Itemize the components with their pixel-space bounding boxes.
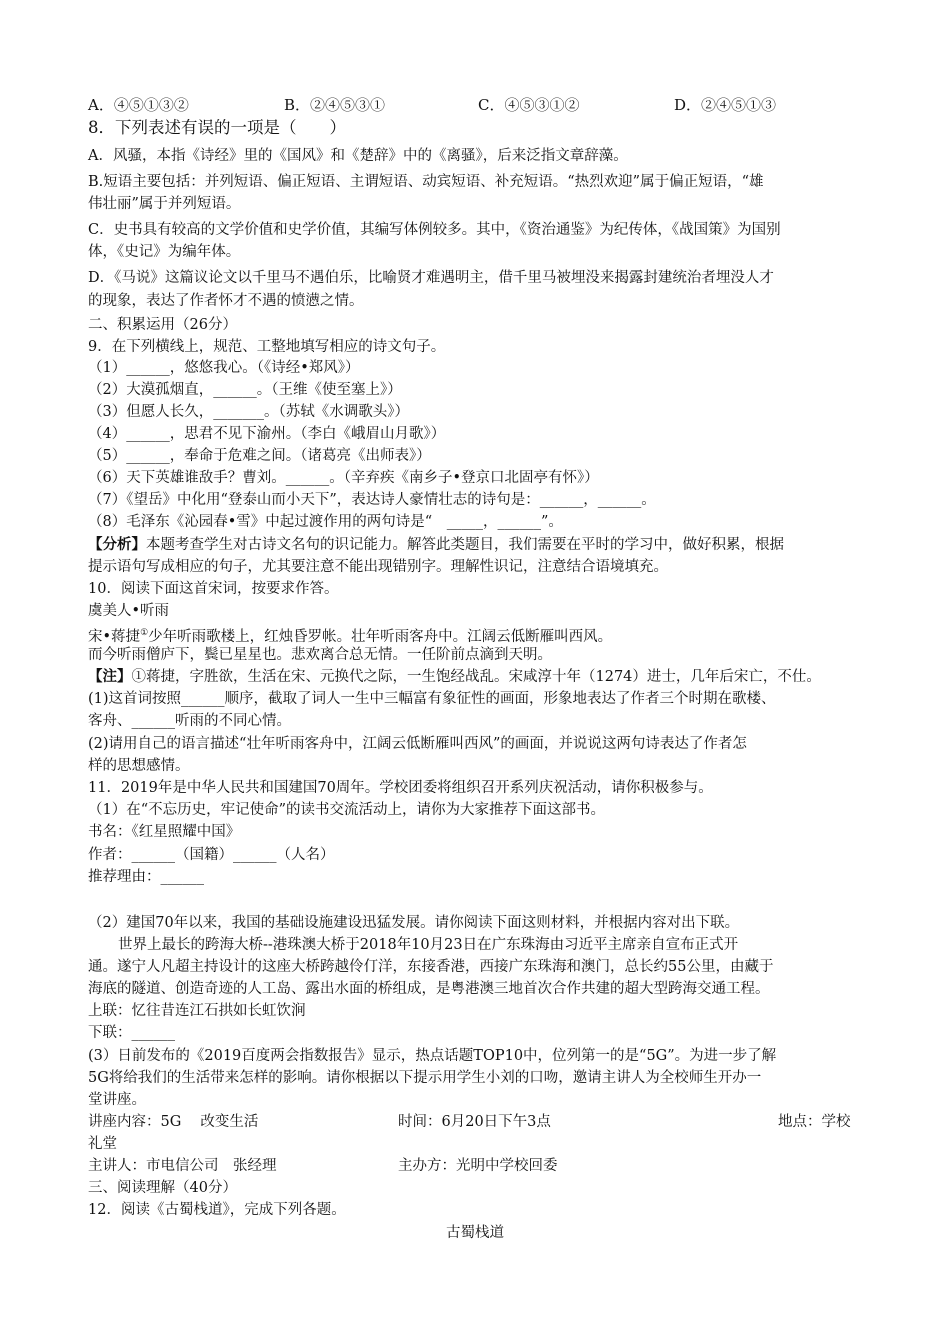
- book-author: 作者：______（国籍）______（人名）: [88, 847, 335, 863]
- lecture-time: 时间：6月20日下午3点: [398, 1114, 551, 1130]
- q9-item-6: （6）天下英雄谁敌手？曹刘。______。（辛弃疾《南乡子•登京口北固亭有怀》）: [88, 470, 599, 486]
- q9-item-3: （3）但愿人长久，_______。（苏轼《水调歌头》）: [88, 404, 409, 420]
- q11-sub3-line1: (3）日前发布的《2019百度两会指数报告》显示，热点话题TOP10中，位列第一的是“5G”。为进一步了解: [88, 1048, 777, 1064]
- analysis-tag: 【分析】: [88, 536, 146, 553]
- lecture-place-cont: 礼堂: [88, 1136, 117, 1152]
- lecture-speaker: 主讲人：市电信公司 张经理: [88, 1158, 277, 1174]
- q9-item-5: （5）______，奉命于危难之间。（诸葛亮《出师表》）: [88, 448, 431, 464]
- q10-sub1-line1: (1)这首词按照______顺序，截取了词人一生中三幅富有象征性的画面，形象地表达了作者三个时期在歌楼、: [88, 691, 776, 707]
- q9-item-4: （4）______，思君不见下渝州。（李白《峨眉山月歌》）: [88, 426, 446, 442]
- note-text: ①蒋捷，字胜欲，生活在宋、元换代之际，一生饱经战乱。宋咸淳十年（1274）进士，几年后宋亡，不仕。: [131, 669, 821, 685]
- section-3-heading: 三、阅读理解（40分）: [88, 1180, 237, 1196]
- q9-item-8: （8）毛泽东《沁园春•雪》中起过渡作用的两句诗是“ _____，______”。: [88, 514, 563, 530]
- option-c: C．④⑤③①②: [478, 96, 580, 114]
- q9-analysis-line1: [88, 535, 784, 555]
- analysis-text: 本题考查学生对古诗文名句的识记能力。解答此类题目，我们需要在平时的学习中，做好积累，根据: [146, 537, 784, 553]
- q8-option-b-line2: 伟壮丽”属于并列短语。: [88, 196, 241, 212]
- question-11-stem: 11．2019年是中华人民共和国建国70周年。学校团委将组织召开系列庆祝活动，请你积极参与。: [88, 780, 713, 796]
- section-2-heading: 二、积累运用（26分）: [88, 317, 237, 333]
- book-name: 书名：《红星照耀中国》: [88, 824, 241, 840]
- option-b: B．②④⑤③①: [284, 96, 386, 114]
- q8-option-a: A．风骚，本指《诗经》里的《国风》和《楚辞》中的《离骚》，后来泛指文章辞藻。: [88, 148, 628, 164]
- q8-option-c-line2: 体，《史记》为编年体。: [88, 244, 241, 260]
- material-line-1: 世界上最长的跨海大桥--港珠澳大桥于2018年10月23日在广东珠海由习近平主席亲自宣布正式开: [118, 937, 739, 953]
- q9-item-1: （1）______，悠悠我心。（《诗经•郑风》）: [88, 360, 360, 376]
- q9-analysis-line2: 提示语句写成相应的句子，尤其要注意不能出现错别字。理解性识记，注意结合语境填充。: [88, 559, 668, 575]
- q9-item-7: （7）《望岳》中化用“登泰山而小天下”，表达诗人豪情壮志的诗句是：______，______。: [88, 492, 656, 508]
- q10-sub2-line2: 样的思想感情。: [88, 758, 190, 774]
- q8-option-c-line1: C．史书具有较高的文学价值和史学价值，其编写体例较多。其中，《资治通鉴》为纪传体，《战国策》为国别: [88, 222, 781, 238]
- question-8-stem: 8．下列表述有误的一项是（ ）: [88, 118, 346, 137]
- q10-sub1-line2: 客舟、______听雨的不同心情。: [88, 713, 291, 729]
- lecture-content: 讲座内容：5G 改变生活: [88, 1114, 259, 1130]
- couplet-lower: 下联：______: [88, 1025, 175, 1041]
- q8-option-b-line1: B.短语主要包括：并列短语、偏正短语、主谓短语、动宾短语、补充短语。“热烈欢迎”属于偏正短语，“雄: [88, 174, 764, 190]
- q11-sub2: （2）建国70年以来，我国的基础设施建设迅猛发展。请你阅读下面这则材料，并根据内容对出下联。: [88, 915, 740, 931]
- lecture-place: 地点：学校: [778, 1114, 851, 1130]
- material-line-2: 通。遂宁人凡超主持设计的这座大桥跨越伶仃洋，东接香港，西接广东珠海和澳门，总长约55公里，由藏于: [88, 959, 774, 975]
- q8-option-d-line2: 的现象，表达了作者怀才不遇的愤懑之情。: [88, 293, 364, 309]
- poem-note: [88, 667, 821, 687]
- footnote-mark: ①: [140, 628, 149, 638]
- q9-item-2: （2）大漠孤烟直，______。（王维《使至塞上》）: [88, 382, 402, 398]
- question-12-stem: 12．阅读《古蜀栈道》，完成下列各题。: [88, 1202, 346, 1218]
- note-tag: 【注】: [88, 668, 132, 685]
- question-10-stem: 10．阅读下面这首宋词，按要求作答。: [88, 581, 339, 597]
- question-9-stem: 9．在下列横线上，规范、工整地填写相应的诗文句子。: [88, 339, 446, 355]
- q11-sub3-line2: 5G将给我们的生活带来怎样的影响。请你根据以下提示用学生小刘的口吻，邀请主讲人为全校师生开办一: [88, 1070, 762, 1086]
- poem-line-1: [88, 623, 612, 647]
- option-a: A．④⑤①③②: [88, 96, 189, 114]
- q8-option-d-line1: D．《马说》这篇议论文以千里马不遇伯乐，比喻贤才难遇明主，借千里马被埋没来揭露封建统治者埋没人才: [88, 270, 774, 286]
- poem-author: 宋•蒋捷: [88, 628, 141, 645]
- couplet-upper: 上联：忆往昔连江石拱如长虹饮涧: [88, 1003, 306, 1019]
- poem-title: 虞美人•听雨: [88, 603, 170, 619]
- q11-sub1: （1）在“不忘历史，牢记使命”的读书交流活动上，请你为大家推荐下面这部书。: [88, 802, 606, 818]
- lecture-host: 主办方：光明中学校回委: [398, 1158, 558, 1174]
- material-line-3: 海底的隧道、创造奇迹的人工岛、露出水面的桥组成，是粤港澳三地首次合作共建的超大型跨海交通工程。: [88, 981, 770, 997]
- option-d: D．②④⑤①③: [674, 96, 777, 114]
- poem-line-2: 而今听雨僧庐下，鬓已星星也。悲欢离合总无情。一任阶前点滴到天明。: [88, 647, 552, 663]
- q11-sub3-line3: 堂讲座。: [88, 1092, 146, 1108]
- passage-title: 古蜀栈道: [446, 1225, 504, 1241]
- q10-sub2-line1: (2)请用自己的语言描述“壮年听雨客舟中，江阔云低断雁叫西风”的画面，并说说这两句诗表达了作者怎: [88, 736, 747, 752]
- recommend-reason: 推荐理由：______: [88, 869, 204, 885]
- poem-text-1: 少年听雨歌楼上，红烛昏罗帐。壮年听雨客舟中。江阔云低断雁叫西风。: [148, 628, 613, 645]
